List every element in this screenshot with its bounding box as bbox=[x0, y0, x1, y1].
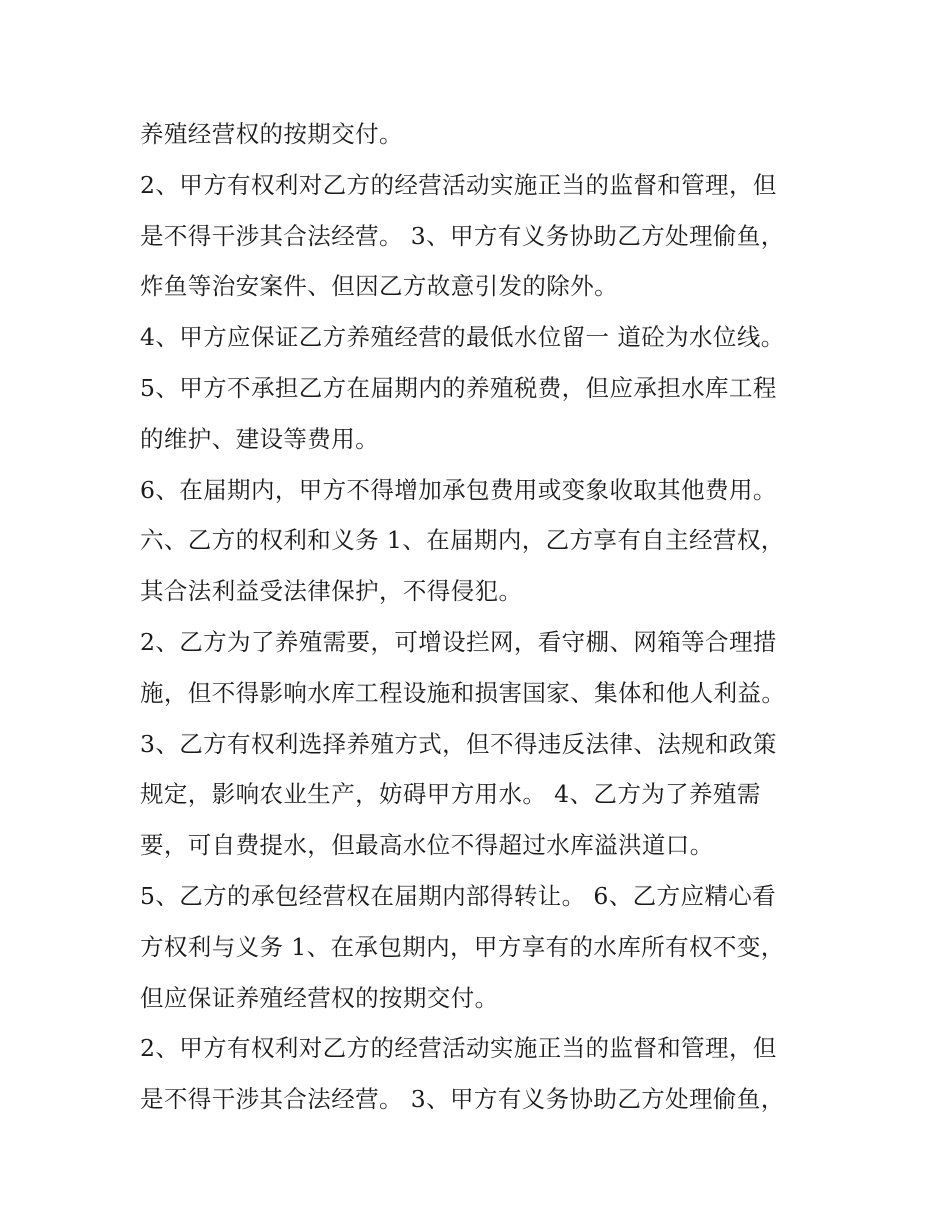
text-line: 但应保证养殖经营权的按期交付。 bbox=[140, 983, 499, 1012]
text-line: 2、甲方有权利对乙方的经营活动实施正当的监督和管理，但 bbox=[140, 170, 777, 199]
text-line: 的维护、建设等费用。 bbox=[140, 424, 379, 453]
text-line: 六、乙方的权利和义务 1、在届期内，乙方享有自主经营权， bbox=[140, 526, 785, 555]
text-line: 其合法利益受法律保护，不得侵犯。 bbox=[140, 577, 523, 606]
text-line: 是不得干涉其合法经营。 3、甲方有义务协助乙方处理偷鱼， bbox=[140, 221, 785, 250]
text-line: 炸鱼等治安案件、但因乙方故意引发的除外。 bbox=[140, 272, 618, 301]
text-line: 3、乙方有权利选择养殖方式，但不得违反法律、法规和政策 bbox=[140, 729, 777, 758]
document-body bbox=[140, 109, 820, 1125]
text-line: 规定，影响农业生产，妨碍甲方用水。 4、乙方为了养殖需 bbox=[140, 780, 761, 809]
text-line: 2、甲方有权利对乙方的经营活动实施正当的监督和管理，但 bbox=[140, 1034, 777, 1063]
text-line: 要，可自费提水，但最高水位不得超过水库溢洪道口。 bbox=[140, 831, 714, 860]
text-line: 方权利与义务 1、在承包期内，甲方享有的水库所有权不变， bbox=[140, 932, 785, 961]
text-line: 是不得干涉其合法经营。 3、甲方有义务协助乙方处理偷鱼， bbox=[140, 1085, 785, 1114]
text-line: 施，但不得影响水库工程设施和损害国家、集体和他人利益。 bbox=[140, 678, 786, 707]
text-line: 4、甲方应保证乙方养殖经营的最低水位留一 道砼为水位线。 bbox=[140, 323, 785, 352]
text-line: 2、乙方为了养殖需要，可增设拦网，看守棚、网箱等合理措 bbox=[140, 627, 777, 656]
text-line: 5、甲方不承担乙方在届期内的养殖税费，但应承担水库工程 bbox=[140, 373, 777, 402]
text-line: 养殖经营权的按期交付。 bbox=[140, 120, 403, 148]
text-line: 5、乙方的承包经营权在届期内部得转让。 6、乙方应精心看 bbox=[140, 881, 777, 910]
text-line: 6、在届期内，甲方不得增加承包费用或变象收取其他费用。 bbox=[140, 475, 777, 504]
